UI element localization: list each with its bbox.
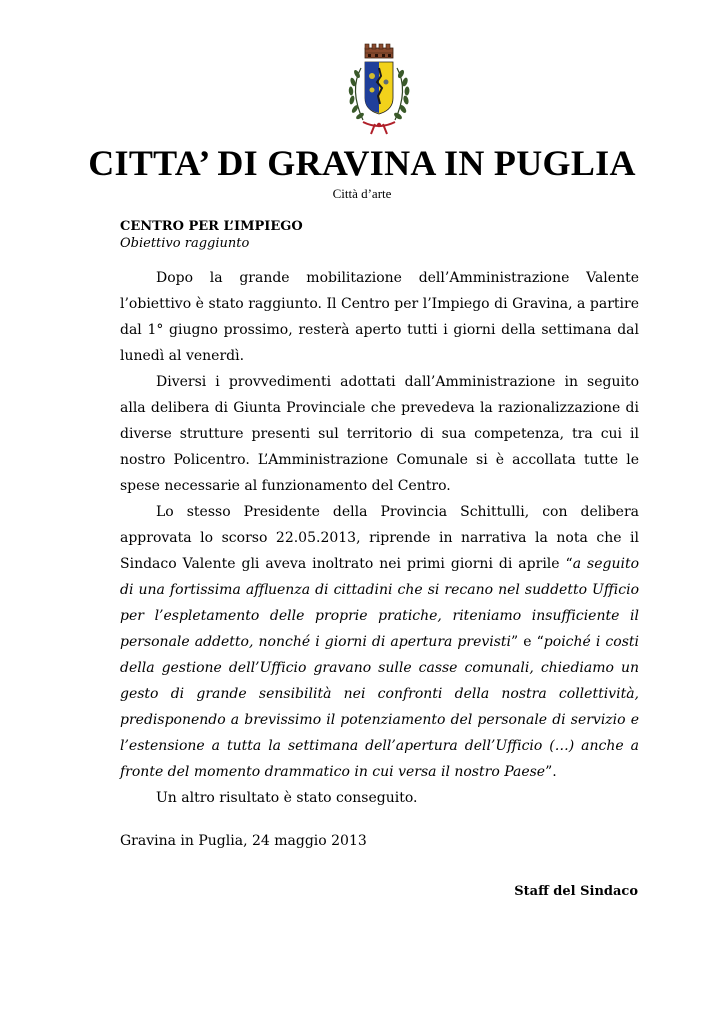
paragraph-1: Dopo la grande mobilitazione dell’Amministrazione Valente l’obiettivo è stato raggiunto. Il Centro per l’Impiego di Gravina, a partire dal 1° giugno prossimo, resterà aperto tutti i giorni della settimana dal lunedì al venerdì.	[120, 270, 639, 364]
signature: Staff del Sindaco	[514, 884, 638, 899]
article-subheading: Obiettivo raggiunto	[120, 236, 250, 251]
article-body	[120, 265, 639, 811]
laurel-branch-icon	[348, 68, 365, 120]
quote-1: a seguito di una fortissima affluenza di cittadini che si recano nel suddetto Ufficio per l’espletamento delle proprie pratiche, riteniamo insufficiente il personale addetto, nonché i giorni di apertura previsti	[120, 556, 640, 650]
ribbon-icon	[363, 122, 395, 134]
paragraph-3-intro: Lo stesso Presidente della Provincia Schittulli, con delibera approvata lo scorso 22.05.2013, riprende in narrativa la nota che il Sindaco Valente gli aveva inoltrato nei primi giorni di aprile “	[120, 504, 639, 572]
oak-branch-icon	[393, 68, 410, 121]
paragraph-3-mid: ” e “	[511, 634, 544, 650]
city-title: CITTA’ DI GRAVINA IN PUGLIA	[88, 143, 636, 183]
article-heading: CENTRO PER L’IMPIEGO	[120, 219, 303, 234]
paragraph-2: Diversi i provvedimenti adottati dall’Amministrazione in seguito alla delibera di Giunta Provinciale che prevedeva la razionalizzazione di diverse strutture presenti sul territorio di sua competenza, tra cui il nostro Policentro. L’Amministrazione Comunale si è accollata tutte le spese necessarie al funzionamento del Centro.	[120, 374, 639, 494]
paragraph-4: Un altro risultato è stato conseguito.	[156, 790, 418, 806]
paragraph-3	[120, 499, 639, 785]
city-subtitle: Città d’arte	[332, 186, 392, 201]
paragraph-3-end: ”.	[545, 764, 557, 780]
crown-icon	[365, 44, 393, 58]
dateline: Gravina in Puglia, 24 maggio 2013	[120, 833, 367, 849]
shield-icon	[365, 62, 393, 114]
quote-2: poiché i costi della gestione dell’Ufficio gravano sulle casse comunali, chiediamo un gesto di grande sensibilità nei confronti della nostra collettività, predisponendo a brevissimo il potenziamento del personale di servizio e l’estensione a tutta la settimana dell’apertura dell’Ufficio (…) anche a fronte del momento drammatico in cui versa il nostro Paese	[120, 634, 639, 780]
municipal-coat-of-arms-icon	[337, 42, 421, 136]
